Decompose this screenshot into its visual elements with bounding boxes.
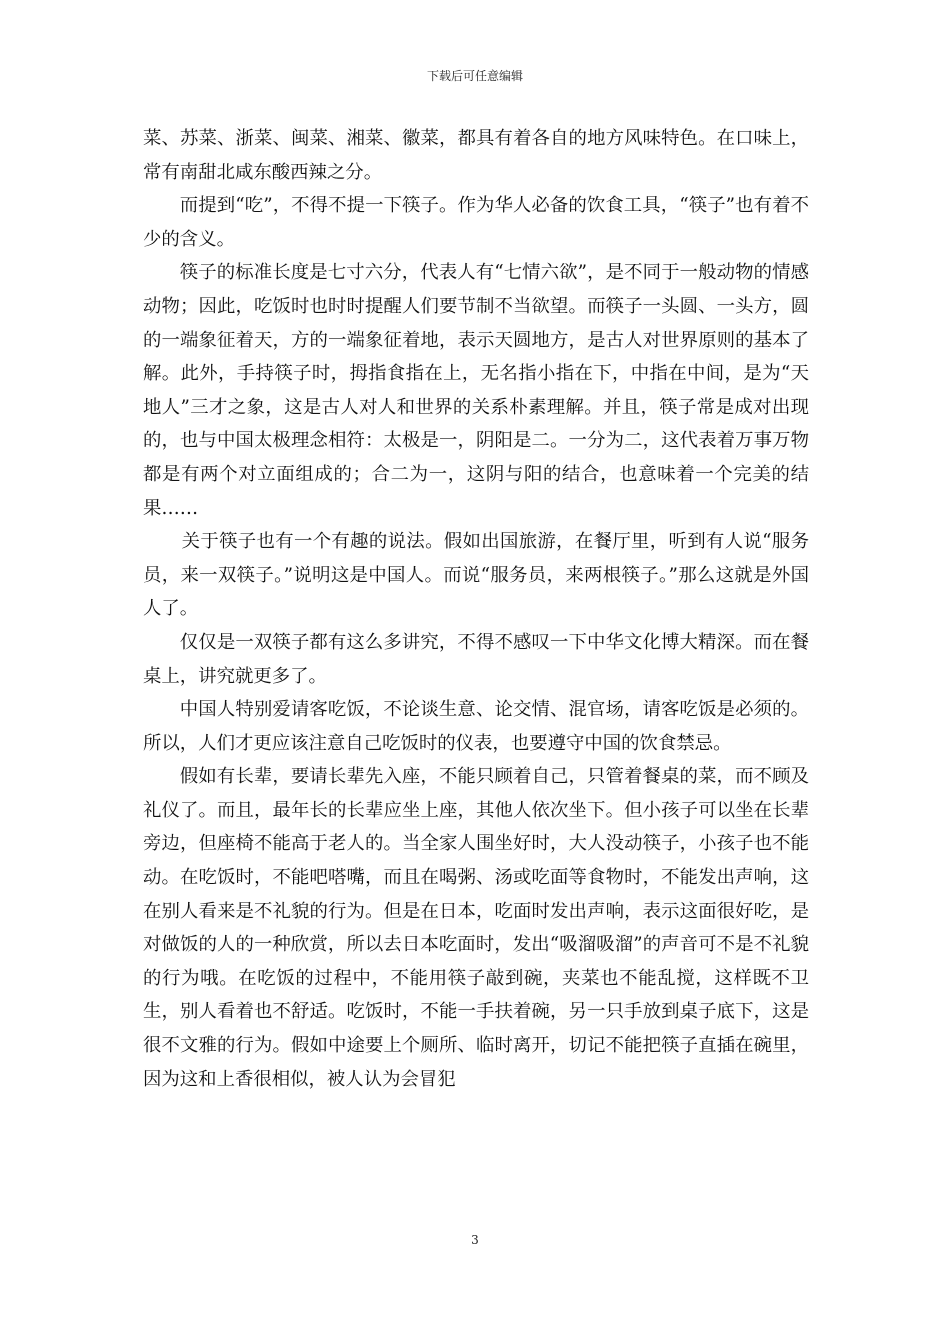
paragraph-chopsticks-anecdote: 关于筷子也有一个有趣的说法。假如出国旅游，在餐厅里，听到有人说“服务员，来一双筷子。”说明这是中国人。而说“服务员，来两根筷子。”那么这就是外国人了。 [143,531,809,620]
paragraph-hosting-meals: 中国人特别爱请客吃饭，不论谈生意、论交情、混官场，请客吃饭是必须的。所以，人们才更应该注意自己吃饭时的仪表，也要遵守中国的饮食禁忌。 [143,699,809,754]
page-header: 下载后可任意编辑 [426,69,523,83]
document-body [143,122,809,1096]
paragraph-cuisines: 菜、苏菜、浙菜、闽菜、湘菜、徽菜，都具有着各自的地方风味特色。在口味上，常有南甜北咸东酸西辣之分。 [143,128,809,183]
paragraph-table-customs-intro: 仅仅是一双筷子都有这么多讲究，不得不感叹一下中华文化博大精深。而在餐桌上，讲究就更多了。 [143,631,809,687]
paragraph-chopsticks-meaning: 筷子的标准长度是七寸六分，代表人有“七情六欲”，是不同于一般动物的情感动物；因此，吃饭时也时时提醒人们要节制不当欲望。而筷子一头圆、一头方，圆的一端象征着天，方的一端象征着地，表示天圆地方，是古人对世界原则的基本了解。此外，手持筷子时，拇指食指在上，无名指小指在下，中指在中间，是为“天地人”三才之象，这是古人对人和世界的关系朴素理解。并且，筷子常是成对出现的，也与中国太极理念相符：太极是一，阴阳是二。一分为二，这代表着万事万物都是有两个对立面组成的；合二为一，这阴与阳的结合，也意味着一个完美的结果…… [143,262,809,519]
paragraph-dining-etiquette: 假如有长辈，要请长辈先入座，不能只顾着自己，只管着餐桌的菜，而不顾及礼仪了。而且，最年长的长辈应坐上座，其他人依次坐下。但小孩子可以坐在长辈旁边，但座椅不能高于老人的。当全家人围坐好时，大人没动筷子，小孩子也不能动。在吃饭时，不能吧嗒嘴，而且在喝粥、汤或吃面等食物时，不能发出声响，这在别人看来是不礼貌的行为。但是在日本，吃面时发出声响，表示这面很好吃，是对做饭的人的一种欣赏，所以去日本吃面时，发出“吸溜吸溜”的声音可不是不礼貌的行为哦。在吃饭的过程中，不能用筷子敲到碗，夹菜也不能乱搅，这样既不卫生，别人看着也不舒适。吃饭时，不能一手扶着碗，另一只手放到桌子底下，这是很不文雅的行为。假如中途要上个厕所、临时离开，切记不能把筷子直插在碗里，因为这和上香很相似，被人认为会冒犯 [143,766,809,1090]
page-number: 3 [471,1233,479,1247]
paragraph-chopsticks-intro: 而提到“吃”，不得不提一下筷子。作为华人必备的饮食工具，“筷子”也有着不少的含义。 [143,195,809,250]
